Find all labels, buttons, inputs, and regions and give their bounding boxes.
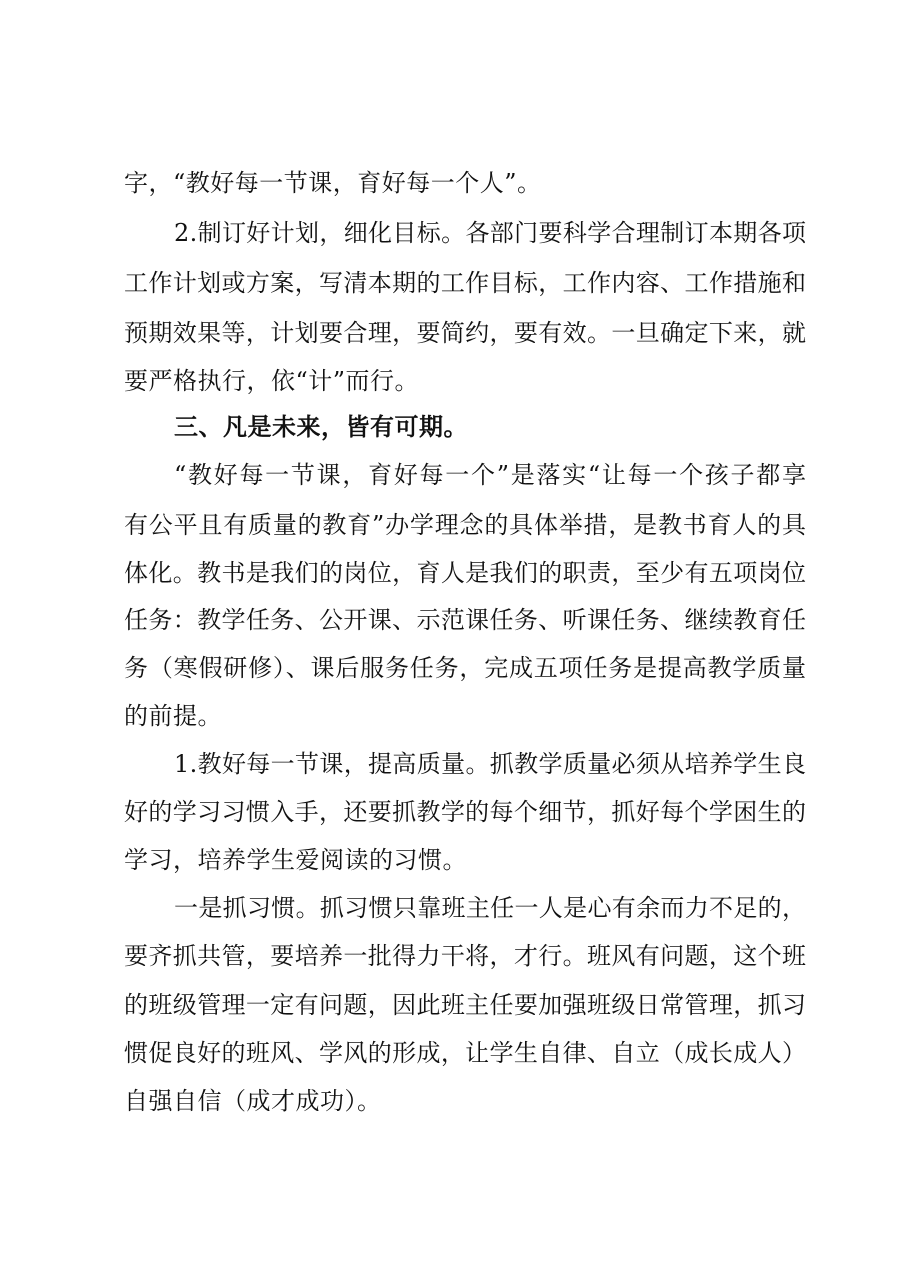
- text-line: 有公平且有质量的教育”办学理念的具体举措，是教书育人的具: [124, 511, 807, 539]
- text-line: 任务：教学任务、公开课、示范课任务、听课任务、继续教育任: [124, 606, 807, 634]
- text-line: 务（寒假研修）、课后服务任务，完成五项任务是提高教学质量: [124, 654, 807, 682]
- text-line: 的前提。: [124, 702, 222, 730]
- text-line: “教好每一节课，育好每一个”是落实“让每一个孩子都享: [174, 461, 808, 489]
- section-heading: 三、凡是未来，皆有可期。: [174, 413, 468, 441]
- text-line: 要严格执行，依“计”而行。: [124, 367, 420, 395]
- text-line: 的班级管理一定有问题，因此班主任要加强班级日常管理，抓习: [124, 991, 807, 1019]
- text-line: 2.制订好计划，细化目标。各部门要科学合理制订本期各项: [174, 219, 807, 247]
- text-line: 自强自信（成才成功）。: [124, 1087, 382, 1115]
- text-line: 工作计划或方案，写清本期的工作目标，工作内容、工作措施和: [124, 269, 807, 297]
- text-line: 要齐抓共管，要培养一批得力干将，才行。班风有问题，这个班: [124, 942, 807, 970]
- text-line: 预期效果等，计划要合理，要简约，要有效。一旦确定下来，就: [124, 319, 807, 347]
- text-line: 学习，培养学生爱阅读的习惯。: [124, 846, 467, 874]
- text-line: 好的学习习惯入手，还要抓教学的每个细节，抓好每个学困生的: [124, 798, 807, 826]
- text-line: 1.教好每一节课，提高质量。抓教学质量必须从培养学生良: [174, 750, 807, 778]
- text-line: 一是抓习惯。抓习惯只靠班主任一人是心有余而力不足的，: [174, 894, 807, 922]
- text-line: 体化。教书是我们的岗位，育人是我们的职责，至少有五项岗位: [124, 559, 807, 587]
- text-line: 字，“教好每一节课，育好每一个人”。: [124, 169, 542, 197]
- text-line: 惯促良好的班风、学风的形成，让学生自律、自立（成长成人）: [124, 1039, 807, 1067]
